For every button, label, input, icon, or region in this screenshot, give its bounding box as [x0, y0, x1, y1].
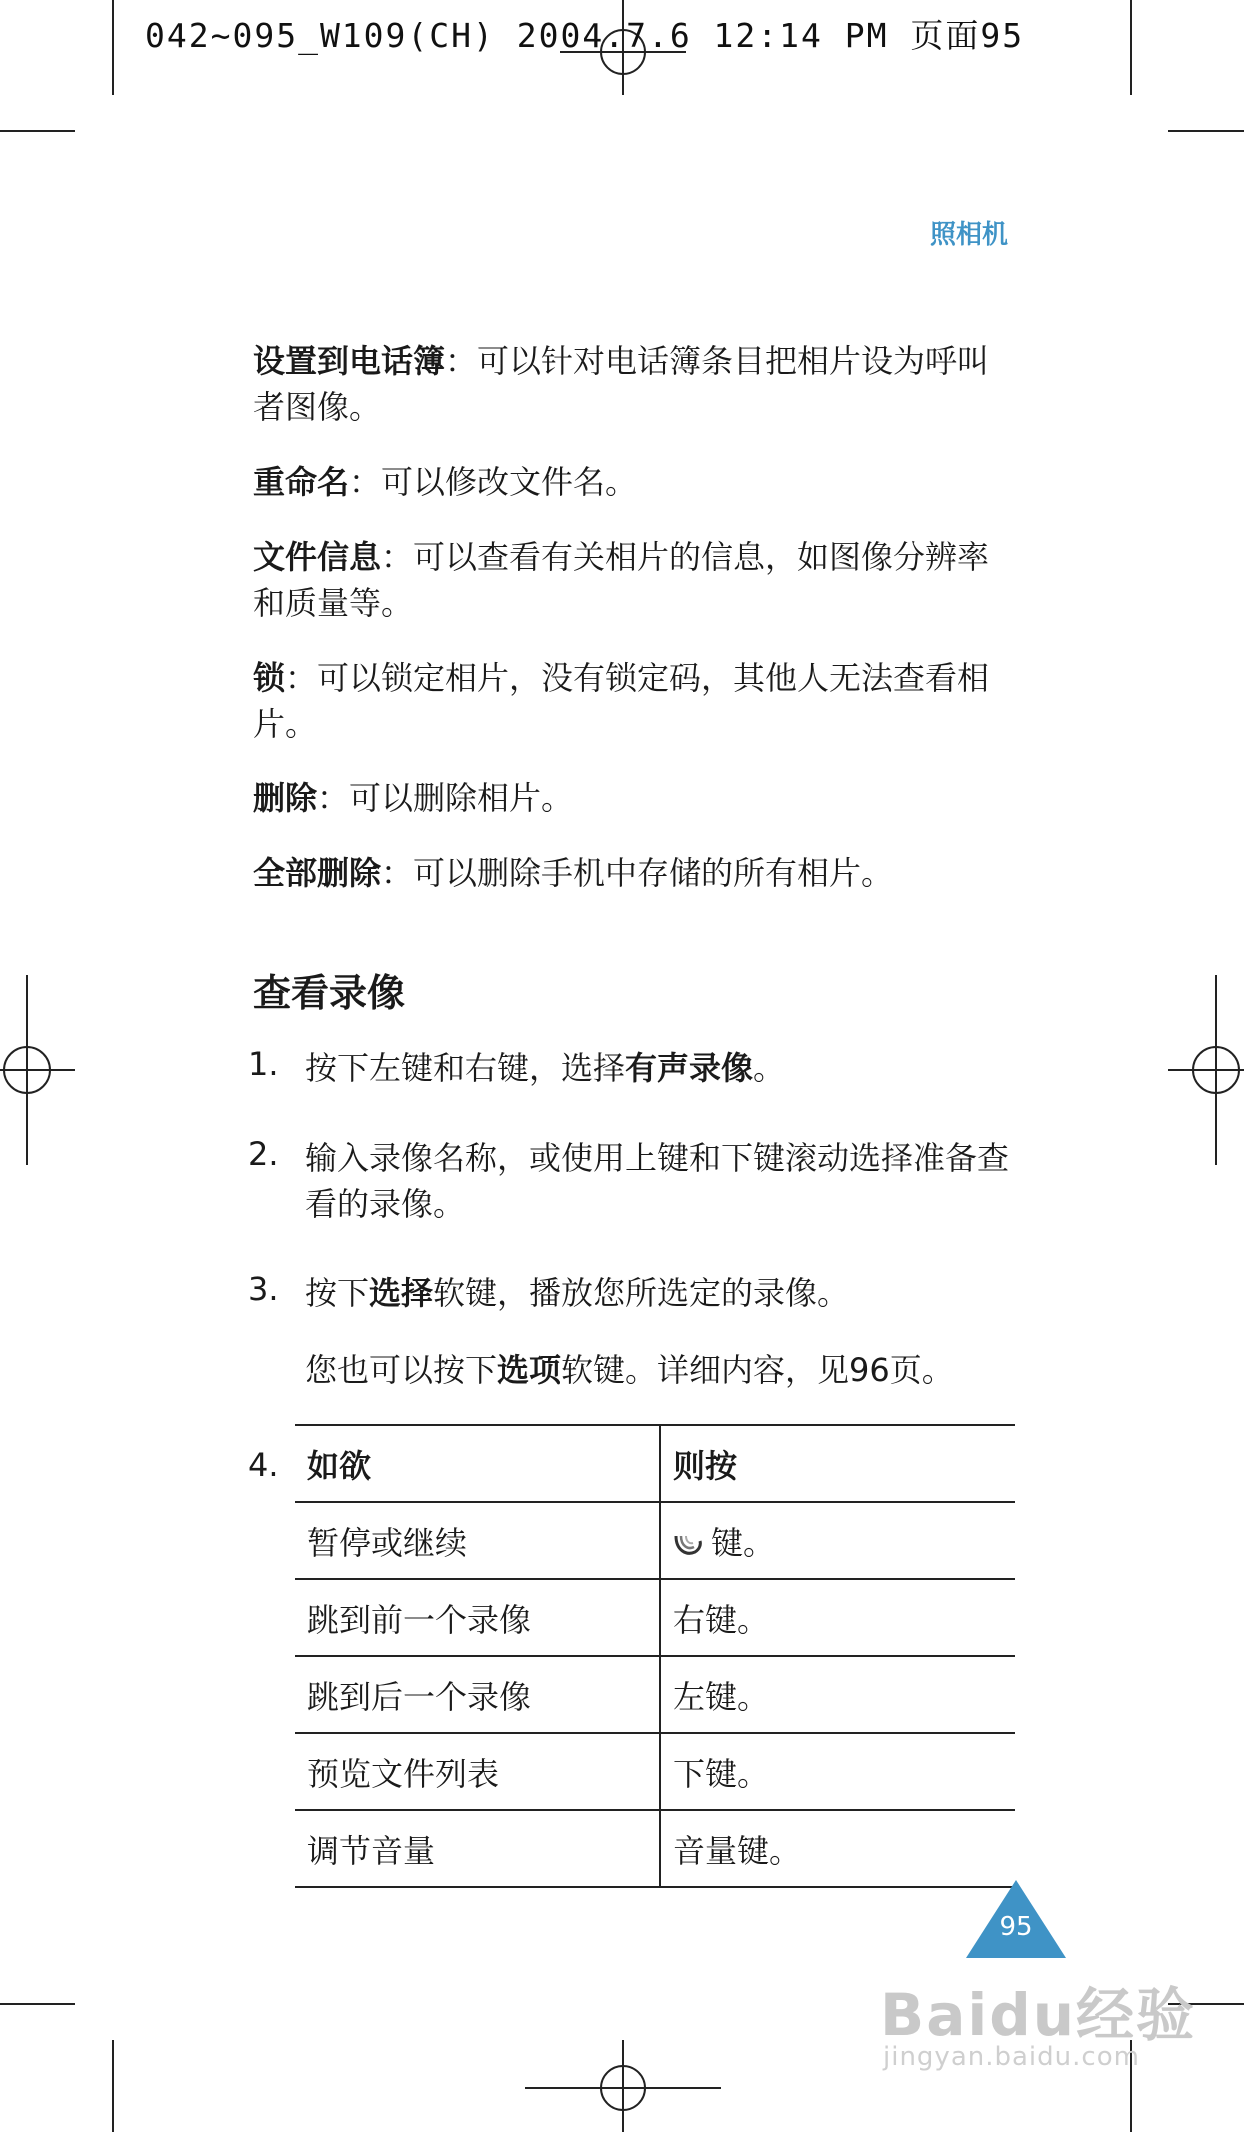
option-item [253, 459, 1003, 505]
page-number: 95 [999, 1912, 1033, 1942]
option-desc: ：可以锁定相片，没有锁定码，其他人无法查看相片。 [253, 659, 990, 743]
option-desc: ：可以删除手机中存储的所有相片。 [381, 854, 894, 892]
table-header-row [295, 1425, 1015, 1502]
step-text: 按下左键和右键，选择有声录像。 [305, 1049, 786, 1087]
option-term: 全部删除 [253, 854, 382, 892]
option-desc: ：可以删除相片。 [317, 779, 574, 817]
step-number: 4. [248, 1446, 279, 1484]
table-cell-action: 预览文件列表 [295, 1733, 660, 1810]
option-item [253, 338, 1003, 430]
table-header: 如欲 [295, 1425, 660, 1502]
table-row [295, 1733, 1015, 1810]
ok-key-icon [673, 1532, 703, 1558]
registration-mark-left [0, 975, 75, 1165]
option-item [253, 655, 1003, 747]
table-cell-action: 跳到后一个录像 [295, 1656, 660, 1733]
table-cell-key: 音量键。 [660, 1810, 1015, 1887]
step-text: 按下选择软键，播放您所选定的录像。 [305, 1274, 850, 1312]
registration-mark-right [1168, 975, 1244, 1165]
crop-mark [112, 0, 114, 95]
option-item [253, 850, 1003, 896]
watermark-logo: Baidu经验 [880, 1981, 1197, 2049]
table-row [295, 1810, 1015, 1887]
option-term: 重命名 [253, 463, 350, 501]
table-row [295, 1579, 1015, 1656]
key-table [295, 1424, 1015, 1888]
crop-mark [1130, 0, 1132, 95]
option-item [253, 534, 1003, 626]
option-term: 设置到电话簿 [253, 342, 446, 380]
option-term: 锁 [253, 659, 286, 697]
table-cell-key: 下键。 [660, 1733, 1015, 1810]
table-row [295, 1656, 1015, 1733]
crop-mark [1168, 130, 1244, 132]
emphasis: 有声录像 [625, 1049, 754, 1087]
crop-mark [0, 130, 75, 132]
section-label: 照相机 [930, 220, 1009, 250]
table-cell-key: 键。 [660, 1502, 1015, 1579]
option-item [253, 775, 1003, 821]
step-text: 输入录像名称，或使用上键和下键滚动选择准备查看的录像。 [305, 1139, 1010, 1223]
option-desc: ：可以查看有关相片的信息，如图像分辨率和质量等。 [253, 538, 990, 622]
table-header: 则按 [660, 1425, 1015, 1502]
step-number: 2. [248, 1135, 279, 1173]
note-text: 您也可以按下选项软键。详细内容，见96页。 [305, 1351, 954, 1389]
crop-mark [0, 2003, 75, 2005]
table-cell-key: 右键。 [660, 1579, 1015, 1656]
table-cell-action: 暂停或继续 [295, 1502, 660, 1579]
option-term: 文件信息 [253, 538, 382, 576]
emphasis: 选项 [497, 1351, 562, 1389]
watermark-url: jingyan.baidu.com [883, 2042, 1140, 2072]
step-number: 3. [248, 1270, 279, 1308]
table-cell-action: 跳到前一个录像 [295, 1579, 660, 1656]
table-row [295, 1502, 1015, 1579]
step-number: 1. [248, 1045, 279, 1083]
print-header: 042~095_W109(CH) 2004.7.6 12:14 PM 页面95 [145, 16, 1025, 55]
emphasis: 选择 [369, 1274, 434, 1312]
option-desc: ：可以修改文件名。 [349, 463, 638, 501]
section-heading: 查看录像 [253, 971, 406, 1015]
table-cell-action: 调节音量 [295, 1810, 660, 1887]
option-desc: ：可以针对电话簿条目把相片设为呼叫者图像。 [253, 342, 990, 426]
option-term: 删除 [253, 779, 318, 817]
registration-mark-bottom [525, 2040, 721, 2132]
table-cell-key: 左键。 [660, 1656, 1015, 1733]
crop-mark [112, 2040, 114, 2132]
